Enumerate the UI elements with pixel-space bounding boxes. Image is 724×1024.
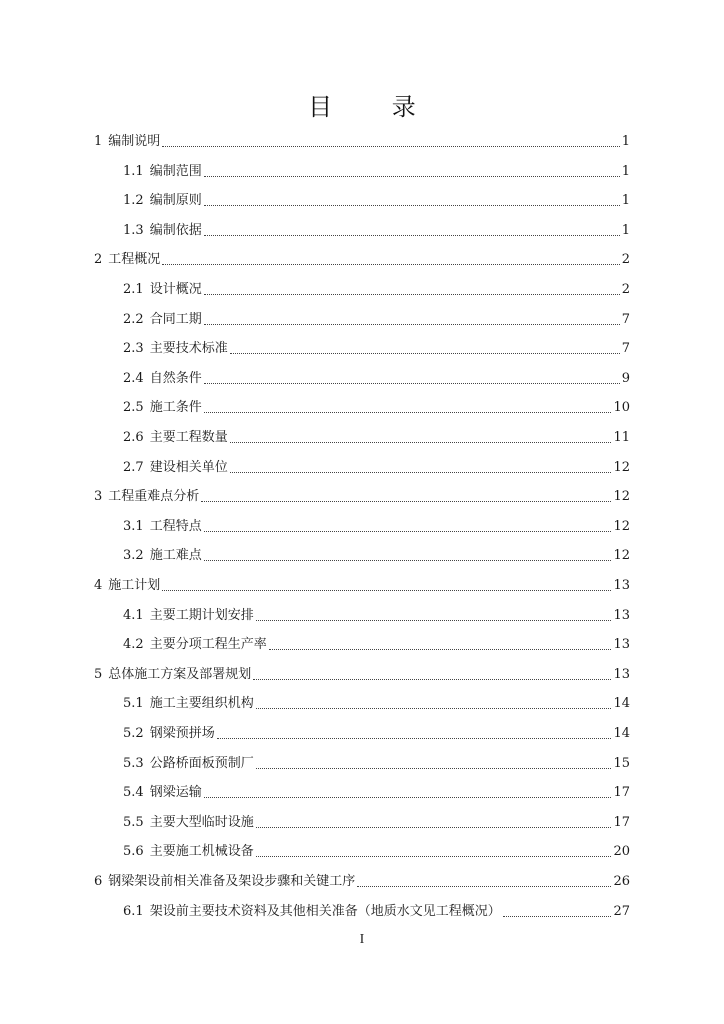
toc-entry-page: 14 — [613, 726, 630, 741]
toc-entry-page: 2 — [621, 252, 630, 268]
dot-leader — [204, 235, 620, 236]
dot-leader — [230, 472, 612, 473]
toc-entry-page: 13 — [613, 666, 630, 682]
toc-entry-number: 2.3 — [123, 341, 144, 357]
toc-entry-text: 主要工期计划安排 — [149, 607, 254, 623]
toc-entry-number: 2.6 — [123, 430, 144, 445]
toc-entry[interactable] — [94, 131, 630, 153]
toc-entry-label — [94, 131, 160, 153]
dot-leader — [204, 412, 612, 413]
toc-entry-page: 2 — [621, 282, 630, 297]
toc-entry[interactable] — [123, 901, 630, 923]
toc-entry-page: 27 — [613, 903, 630, 919]
toc-entry-label — [123, 605, 254, 627]
toc-entry[interactable] — [123, 161, 630, 183]
toc-entry[interactable] — [123, 634, 630, 656]
dot-leader — [204, 176, 620, 177]
dot-leader — [204, 560, 612, 561]
toc-entry-number: 3.2 — [123, 548, 144, 564]
toc-entry[interactable] — [94, 871, 630, 893]
toc-entry-label — [123, 782, 202, 804]
toc-entry[interactable] — [123, 427, 630, 449]
dot-leader — [256, 620, 612, 621]
dot-leader — [162, 264, 619, 265]
toc-entry-number: 1.2 — [123, 193, 144, 209]
toc-entry-page: 1 — [621, 222, 630, 238]
dot-leader — [256, 827, 612, 828]
toc-entry[interactable] — [123, 723, 630, 745]
toc-entry-number: 2.7 — [123, 459, 144, 475]
toc-entry-page: 13 — [613, 607, 630, 623]
dot-leader — [256, 856, 612, 857]
toc-entry-number: 3 — [94, 489, 103, 505]
dot-leader — [162, 146, 619, 147]
toc-entry-text: 编制依据 — [149, 222, 202, 238]
toc-entry-page: 13 — [613, 578, 630, 593]
dot-leader — [357, 886, 611, 887]
toc-entry-page: 11 — [613, 430, 630, 445]
toc-entry-label — [94, 486, 199, 508]
toc-entry-page: 17 — [613, 785, 630, 801]
toc-entry-text: 总体施工方案及部署规划 — [108, 666, 252, 682]
toc-entry-label — [123, 545, 202, 567]
toc-entry-number: 5.1 — [123, 696, 144, 712]
toc-entry-page: 14 — [613, 696, 630, 712]
toc-entry-label — [123, 220, 202, 242]
toc-entry-page: 13 — [613, 637, 630, 653]
toc-entry-label — [94, 249, 160, 271]
toc-entry-text: 自然条件 — [149, 370, 202, 386]
toc-entry-label — [123, 427, 228, 449]
dot-leader — [230, 442, 612, 443]
toc-entry[interactable] — [123, 753, 630, 775]
toc-entry-label — [94, 871, 355, 893]
toc-entry[interactable] — [94, 664, 630, 686]
toc-entry[interactable] — [123, 309, 630, 331]
toc-entry[interactable] — [123, 782, 630, 804]
dot-leader — [204, 797, 612, 798]
toc-entry-number: 5.3 — [123, 755, 144, 771]
toc-entry-text: 编制说明 — [108, 134, 161, 149]
toc-entry-page: 12 — [613, 548, 630, 564]
dot-leader — [253, 679, 611, 680]
toc-entry-text: 架设前主要技术资料及其他相关准备（地质水文见工程概况） — [149, 903, 501, 919]
toc-entry[interactable] — [94, 249, 630, 271]
toc-entry[interactable] — [94, 486, 630, 508]
toc-entry-number: 2.4 — [123, 370, 144, 386]
toc-entry-number: 6 — [94, 874, 103, 889]
toc-entry-page: 17 — [613, 814, 630, 830]
dot-leader — [230, 353, 620, 354]
toc-entry-label — [123, 634, 267, 656]
toc-entry-label — [123, 161, 202, 183]
toc-entry-number: 1.1 — [123, 163, 144, 179]
toc-entry-text: 编制范围 — [149, 163, 202, 179]
dot-leader — [503, 916, 612, 917]
toc-entry-page: 26 — [613, 874, 630, 889]
toc-entry-number: 1.3 — [123, 222, 144, 238]
toc-entry-label — [94, 575, 160, 597]
toc-entry-number: 2.1 — [123, 282, 144, 297]
toc-entry-text: 工程重难点分析 — [108, 489, 200, 505]
toc-entry-text: 编制原则 — [149, 193, 202, 209]
toc-entry[interactable] — [123, 368, 630, 390]
toc-entry-page: 10 — [613, 400, 630, 416]
toc-entry-page: 1 — [621, 134, 630, 149]
toc-entry-number: 5.4 — [123, 785, 144, 801]
toc-entry-label — [123, 457, 228, 479]
toc-entry-number: 5.6 — [123, 844, 144, 860]
toc-entry-text: 施工主要组织机构 — [149, 696, 254, 712]
toc-entry-number: 4.1 — [123, 607, 144, 623]
toc-entry[interactable] — [123, 338, 630, 360]
toc-entry[interactable] — [123, 279, 630, 301]
toc-entry-label — [123, 279, 202, 301]
toc-entry-page: 20 — [613, 844, 630, 860]
toc-entry-text: 主要分项工程生产率 — [149, 637, 267, 653]
dot-leader — [217, 738, 612, 739]
toc-entry-label — [123, 516, 202, 538]
toc-entry-label — [123, 190, 202, 212]
toc-entry-page: 15 — [613, 755, 630, 771]
toc-entry[interactable] — [123, 190, 630, 212]
dot-leader — [204, 531, 612, 532]
toc-entry-number: 4.2 — [123, 637, 144, 653]
toc-entry-text: 钢梁预拼场 — [149, 726, 215, 741]
toc-entry-number: 5 — [94, 666, 103, 682]
toc-entry-label — [123, 309, 202, 331]
toc-entry[interactable] — [123, 516, 630, 538]
toc-entry[interactable] — [123, 693, 630, 715]
toc-entry-text: 钢梁架设前相关准备及架设步骤和关键工序 — [108, 874, 356, 889]
toc-entry-text: 合同工期 — [149, 311, 202, 327]
toc-entry[interactable] — [123, 457, 630, 479]
dot-leader — [204, 205, 620, 206]
dot-leader — [204, 383, 620, 384]
toc-entry-text: 公路桥面板预制厂 — [149, 755, 254, 771]
toc-entry[interactable] — [123, 605, 630, 627]
toc-entry-text: 主要技术标准 — [149, 341, 228, 357]
toc-entry-text: 主要工程数量 — [149, 430, 228, 445]
toc-entry-text: 主要大型临时设施 — [149, 814, 254, 830]
dot-leader — [269, 649, 612, 650]
toc-entry-page: 12 — [613, 518, 630, 534]
toc-entry-number: 2.5 — [123, 400, 144, 416]
toc-entry-page: 1 — [621, 193, 630, 209]
dot-leader — [204, 324, 620, 325]
toc-entry-label — [123, 901, 501, 923]
toc-entry-page: 12 — [613, 459, 630, 475]
toc-entry[interactable] — [123, 397, 630, 419]
toc-entry-page: 1 — [621, 163, 630, 179]
toc-entry-label — [123, 338, 228, 360]
toc-entry-number: 6.1 — [123, 903, 144, 919]
toc-entry-label — [123, 397, 202, 419]
toc-entry-text: 工程概况 — [108, 252, 161, 268]
toc-entry-label — [123, 693, 254, 715]
toc-entry-label — [123, 812, 254, 834]
toc-entry[interactable] — [123, 220, 630, 242]
toc-entry-text: 施工条件 — [149, 400, 202, 416]
dot-leader — [201, 501, 611, 502]
toc-entry-label — [123, 368, 202, 390]
dot-leader — [162, 590, 611, 591]
page-number: I — [359, 932, 365, 947]
toc-entry[interactable] — [123, 841, 630, 863]
toc-entry-text: 设计概况 — [149, 282, 202, 297]
toc-entry-number: 4 — [94, 578, 103, 593]
toc-entry-number: 2.2 — [123, 311, 144, 327]
toc-entry-number: 2 — [94, 252, 103, 268]
toc-entry-text: 钢梁运输 — [149, 785, 202, 801]
toc-entry-page: 9 — [621, 370, 630, 386]
toc-entry-text: 施工难点 — [149, 548, 202, 564]
dot-leader — [256, 768, 612, 769]
toc-entry-text: 主要施工机械设备 — [149, 844, 254, 860]
dot-leader — [204, 294, 620, 295]
toc-entry-label — [123, 723, 215, 745]
toc-entry-page: 7 — [621, 311, 630, 327]
toc-entry-text: 施工计划 — [108, 578, 161, 593]
toc-entry-label — [123, 841, 254, 863]
toc-entry[interactable] — [123, 545, 630, 567]
toc-entry-text: 工程特点 — [149, 518, 202, 534]
toc-entry-label — [94, 664, 251, 686]
toc-entry-number: 5.2 — [123, 726, 144, 741]
toc-entry-label — [123, 753, 254, 775]
toc-entry-number: 5.5 — [123, 814, 144, 830]
toc-entry-page: 12 — [613, 489, 630, 505]
toc-entry[interactable] — [94, 575, 630, 597]
toc-entry-number: 3.1 — [123, 518, 144, 534]
dot-leader — [256, 708, 612, 709]
toc-entry-number: 1 — [94, 134, 103, 149]
toc-entry-text: 建设相关单位 — [149, 459, 228, 475]
toc-entry[interactable] — [123, 812, 630, 834]
page-title: 目 录 — [308, 93, 442, 121]
toc-entry-page: 7 — [621, 341, 630, 357]
